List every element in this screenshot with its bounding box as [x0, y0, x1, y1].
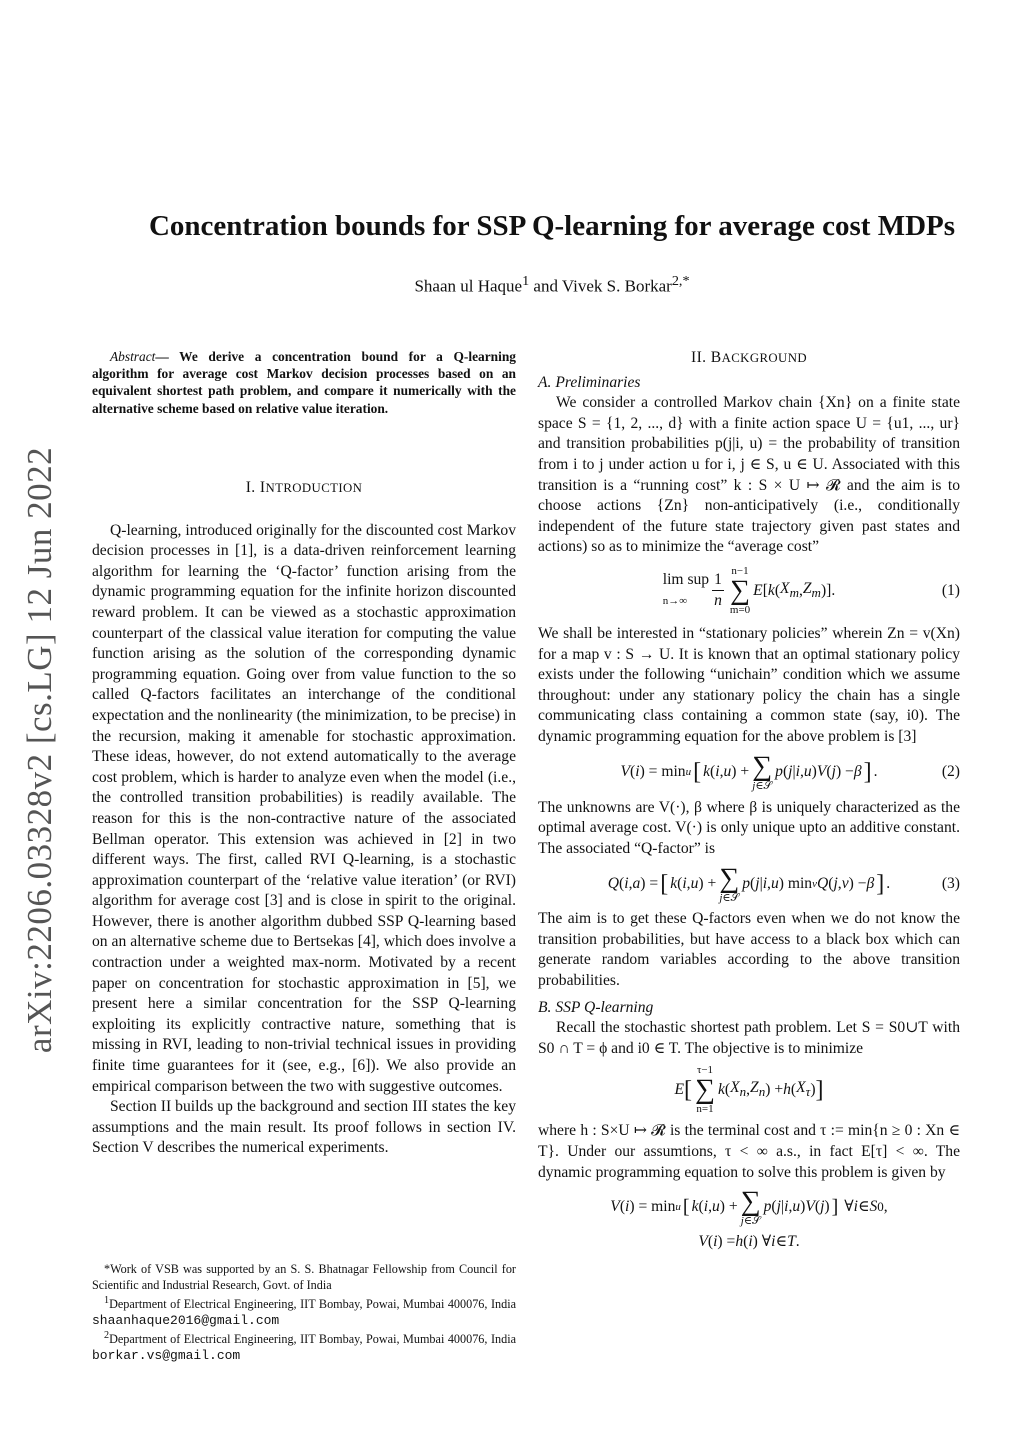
equation-2: V ( i ) = min u [ k ( i , u ) + ∑ j∈𝒮 p ( j | i , u ) V ( j ) − β ] . (2) [620, 751, 960, 792]
equation-3: Q ( i , a ) = [ k ( i , u ) + ∑ j∈𝒮 p ( j | i , u ) min v Q ( j , v ) − β ] . (3) [607, 862, 960, 904]
ssp-paragraph-2: where h : S×U ↦ 𝓡 is the terminal cost and τ := min{n ≥ 0 : Xn ∈ T}. Under our assumtions, τ < ∞ a.s., in fact E[τ] < ∞. The dynamic programming equation to solve this problem is given by [538, 1122, 960, 1181]
arxiv-margin-tag: arXiv:2206.03328v2 [cs.LG] 12 Jun 2022 [20, 446, 59, 1054]
author-1-sup: 1 [522, 273, 530, 289]
abstract [92, 348, 516, 417]
footnote-funding: *Work of VSB was supported by an S. S. Bhatnagar Fellowship from Council for Scientific and Industrial Research, Govt. of India [92, 1262, 516, 1292]
prelim-paragraph-2: We shall be interested in “stationary policies” wherein Zn = v(Xn) for a map v : S → U. It is known that an optimal stationary policy exists under the following “unichain” condition which we assume throughout: under any stationary policy the chain has a single communicating class containing a common state (say, i0). The dynamic programming equation for the above problem is [3] [538, 624, 960, 745]
subsection-ssp-q-learning: B. SSP Q-learning [538, 998, 654, 1016]
equation-1: lim sup n→∞ $\frac{1}{n}$ n−1 ∑ m=0 E [ k ( $X_m$ , $Z_m$ )]. (1) [662, 564, 960, 616]
prelim-paragraph-3: The unknowns are V(·), β where β is uniquely characterized as the optimal average cost. V(·) is only unique upto an additive constant. The associated “Q-factor” is [538, 798, 960, 857]
ssp-paragraph-1: Recall the stochastic shortest path problem. Let S = S0∪T with S0 ∩ T = ϕ and i0 ∈ T. The objective is to minimize [538, 1019, 960, 1057]
section-heading-background: II. BACKGROUND [691, 349, 807, 366]
section-background [538, 348, 960, 1253]
abstract-text: — We derive a concentration bound for a Q-learning algorithm for average cost Markov decision processes based on an equivalent shortest path problem, and compare it numerically with the alternative scheme based on relative value iteration. [92, 349, 516, 416]
footnote-2: $^2$Department of Electrical Engineering, IIT Bombay, Powai, Mumbai 400076, India borkar.vs@gmail.com [92, 1330, 520, 1364]
email-1[interactable]: shaanhaque2016@gmail.com [92, 1312, 280, 1328]
abstract-label: Abstract [110, 349, 156, 364]
author-2: Vivek S. Borkar [561, 276, 672, 296]
section-heading-introduction: I. INTRODUCTION [245, 479, 363, 496]
author-2-sup: 2,* [671, 273, 690, 289]
intro-paragraph-1: Q-learning, introduced originally for the discounted cost Markov decision processes in [1], is a data-driven reinforcement learning algorithm for learning the ‘Q-factor’ function arising from the dynamic programming equation for the infinite horizon discounted reward problem. It can be viewed as a stochastic approximation counterpart of the classical value iteration for computing the value function arising as the solution of the corresponding dynamic programming equation. Going over from value function to the so called Q-factors facilitates an interchange of the conditional expectation and the nonlinearity (the minimization, to be precise) in the recursion, making it amenable for stochastic approximation. These ideas, however, do not extend automatically to the average cost problem, which is harder to analyze even when the model (i.e., the controlled transition probabilities) is readily available. The reason for this is the non-contractive nature of the associated Bellman operator. This extension was achieved in [2] in two different ways. The first, called RVI Q-learning, is a stochastic approximation counterpart of the ‘relative value iteration’ (or RVI) algorithm for average cost [3] and is close in spirit to the original. However, there is another algorithm dubbed SSP Q-learning based on an alternative scheme due to Bertsekas [4], which does involve a contraction under a weighted max-norm. Motivated by a recent paper on concentration for stochastic approximation in [5], we present here a similar concentration for the SSP Q-learning exploiting its explicitly contractive nature, something that is missing in RVI, leading to non-trivial technical issues in providing finite time guarantees for it (see, e.g., [6]). We also provide an empirical comparison between the two with suggestive outcomes. [92, 521, 516, 1095]
equation-1-number: (1) [941, 581, 960, 599]
footnotes [92, 1262, 520, 1364]
footnote-1: $^1$Department of Electrical Engineering, IIT Bombay, Powai, Mumbai 400076, India shaanhaque2016@gmail.com [92, 1295, 520, 1328]
equation-3-number: (3) [941, 874, 960, 892]
intro-paragraph-2: Section II builds up the background and section III states the key assumptions and the main result. Its proof follows in section IV. Section V describes the numerical experiments. [92, 1098, 516, 1157]
paper-title: Concentration bounds for SSP Q-learning for average cost MDPs [148, 210, 956, 242]
author-line [60, 273, 1024, 297]
equation-2-number: (2) [941, 763, 960, 781]
subsection-preliminaries: A. Preliminaries [538, 373, 641, 391]
author-and: and [529, 276, 562, 296]
prelim-paragraph-1: We consider a controlled Markov chain {Xn} on a finite state space S = {1, 2, ..., d} with a finite action space U = {u1, ..., ur} and transition probabilities p(j|i, u) = the probability of transition from i to j under action u for i, j ∈ S, u ∈ U. Associated with this transition is a “running cost” k : S × U ↦ 𝓡 and the aim is to choose actions {Zn} non-anticipatively (i.e., conditionally independent of the future state trajectory given past states and actions) so as to minimize the “average cost” [538, 394, 960, 556]
equation-ssp-objective: E [ τ−1 ∑ n=1 k ( $X_n$ , $Z_n$ ) + h ( $X_\tau$ ) ] [674, 1064, 824, 1116]
equation-ssp-dp-2: V ( i ) = h ( i ) ∀ i ∈ T . [698, 1232, 800, 1250]
section-introduction [92, 478, 516, 1159]
equation-ssp-dp-1: V ( i ) = min u [ k ( i , u ) + ∑ j∈𝒮 p ( j | i , u ) V ( j ) ] ∀ i ∈ S 0 , [610, 1185, 888, 1227]
prelim-paragraph-4: The aim is to get these Q-factors even when we do not know the transition probabilities, but have access to a black box which can generate random variables according to the above transition probabilities. [538, 910, 960, 990]
email-2[interactable]: borkar.vs@gmail.com [92, 1348, 241, 1364]
author-1: Shaan ul Haque [414, 276, 523, 296]
